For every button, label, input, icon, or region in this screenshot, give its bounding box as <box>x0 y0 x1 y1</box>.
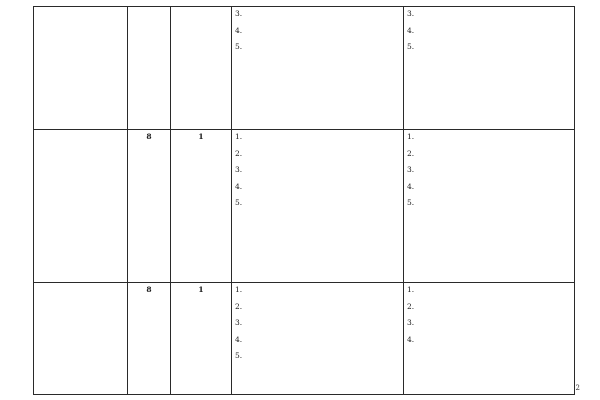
duties-list <box>235 132 400 209</box>
list-item-number: 2. <box>407 301 415 311</box>
list-item-number: 3. <box>407 165 415 175</box>
position-name-cell <box>34 283 128 395</box>
requirements-cell <box>404 130 575 283</box>
position-name-cell <box>34 130 128 283</box>
list-item-text <box>249 165 400 176</box>
list-item-text <box>421 132 571 143</box>
list-item <box>235 132 400 143</box>
list-item-number: 3. <box>235 9 243 18</box>
list-item-text <box>249 149 400 160</box>
list-item-text <box>421 149 571 160</box>
list-item-number: 1. <box>235 132 243 141</box>
list-item-number: 4. <box>235 181 243 191</box>
list-item-number: 1. <box>407 285 415 294</box>
list-item <box>235 302 400 313</box>
list-item <box>235 198 400 209</box>
duties-cell <box>232 283 404 395</box>
position-number-cell: 1 <box>171 283 232 395</box>
list-item <box>235 26 400 37</box>
requirements-cell <box>404 7 575 130</box>
list-item-text <box>249 182 400 193</box>
list-item-text <box>249 351 400 362</box>
requirements-list <box>407 132 571 209</box>
list-item <box>235 9 400 20</box>
list-item-number: 3. <box>235 165 243 175</box>
list-item <box>235 335 400 346</box>
list-item-number: 5. <box>235 351 243 361</box>
page-number: 2 <box>575 384 580 392</box>
list-item <box>407 335 571 346</box>
list-item-number: 1. <box>407 132 415 141</box>
requirements-list <box>407 9 571 53</box>
position-name-cell <box>34 7 128 130</box>
table-row <box>34 7 575 130</box>
list-item-number: 4. <box>407 25 415 35</box>
duties-list <box>235 285 400 362</box>
list-item-number: 3. <box>407 9 415 18</box>
table-row <box>34 130 575 283</box>
position-count-cell: 8 <box>128 130 171 283</box>
position-number-cell: 1 <box>171 130 232 283</box>
list-item-text <box>249 9 400 20</box>
list-item <box>407 165 571 176</box>
position-table <box>33 6 575 395</box>
list-item-text <box>421 42 571 53</box>
list-item-number: 2. <box>235 301 243 311</box>
list-item-text <box>421 165 571 176</box>
list-item-text <box>249 42 400 53</box>
list-item <box>407 198 571 209</box>
list-item-number: 4. <box>235 334 243 344</box>
list-item-text <box>421 302 571 313</box>
list-item-text <box>249 198 400 209</box>
list-item-text <box>249 318 400 329</box>
list-item-text <box>249 26 400 37</box>
requirements-list <box>407 285 571 345</box>
list-item-text <box>421 198 571 209</box>
list-item-number: 3. <box>235 318 243 328</box>
position-count-cell <box>128 7 171 130</box>
list-item <box>235 285 400 296</box>
list-item-text <box>249 285 400 296</box>
list-item-number: 4. <box>407 334 415 344</box>
list-item <box>407 42 571 53</box>
list-item <box>407 285 571 296</box>
duties-cell <box>232 130 404 283</box>
list-item <box>407 182 571 193</box>
list-item-text <box>421 9 571 20</box>
list-item-number: 5. <box>407 42 415 52</box>
list-item-text <box>421 182 571 193</box>
list-item-text <box>249 335 400 346</box>
list-item <box>235 165 400 176</box>
list-item <box>407 26 571 37</box>
list-item-number: 2. <box>235 148 243 158</box>
list-item-number: 5. <box>235 198 243 208</box>
requirements-cell <box>404 283 575 395</box>
list-item-number: 4. <box>407 181 415 191</box>
list-item <box>235 318 400 329</box>
list-item <box>235 42 400 53</box>
list-item-number: 5. <box>235 42 243 52</box>
list-item <box>407 318 571 329</box>
list-item <box>235 149 400 160</box>
list-item <box>407 149 571 160</box>
list-item <box>407 9 571 20</box>
list-item-text <box>421 318 571 329</box>
list-item <box>235 182 400 193</box>
list-item-number: 2. <box>407 148 415 158</box>
list-item-text <box>249 302 400 313</box>
list-item-number: 1. <box>235 285 243 294</box>
table-row <box>34 283 575 395</box>
list-item-text <box>249 132 400 143</box>
duties-list <box>235 9 400 53</box>
list-item-number: 3. <box>407 318 415 328</box>
list-item-text <box>421 26 571 37</box>
duties-cell <box>232 7 404 130</box>
position-count-cell: 8 <box>128 283 171 395</box>
list-item-number: 5. <box>407 198 415 208</box>
list-item <box>407 132 571 143</box>
position-number-cell <box>171 7 232 130</box>
list-item-text <box>421 285 571 296</box>
list-item-number: 4. <box>235 25 243 35</box>
list-item <box>407 302 571 313</box>
list-item-text <box>421 335 571 346</box>
list-item <box>235 351 400 362</box>
